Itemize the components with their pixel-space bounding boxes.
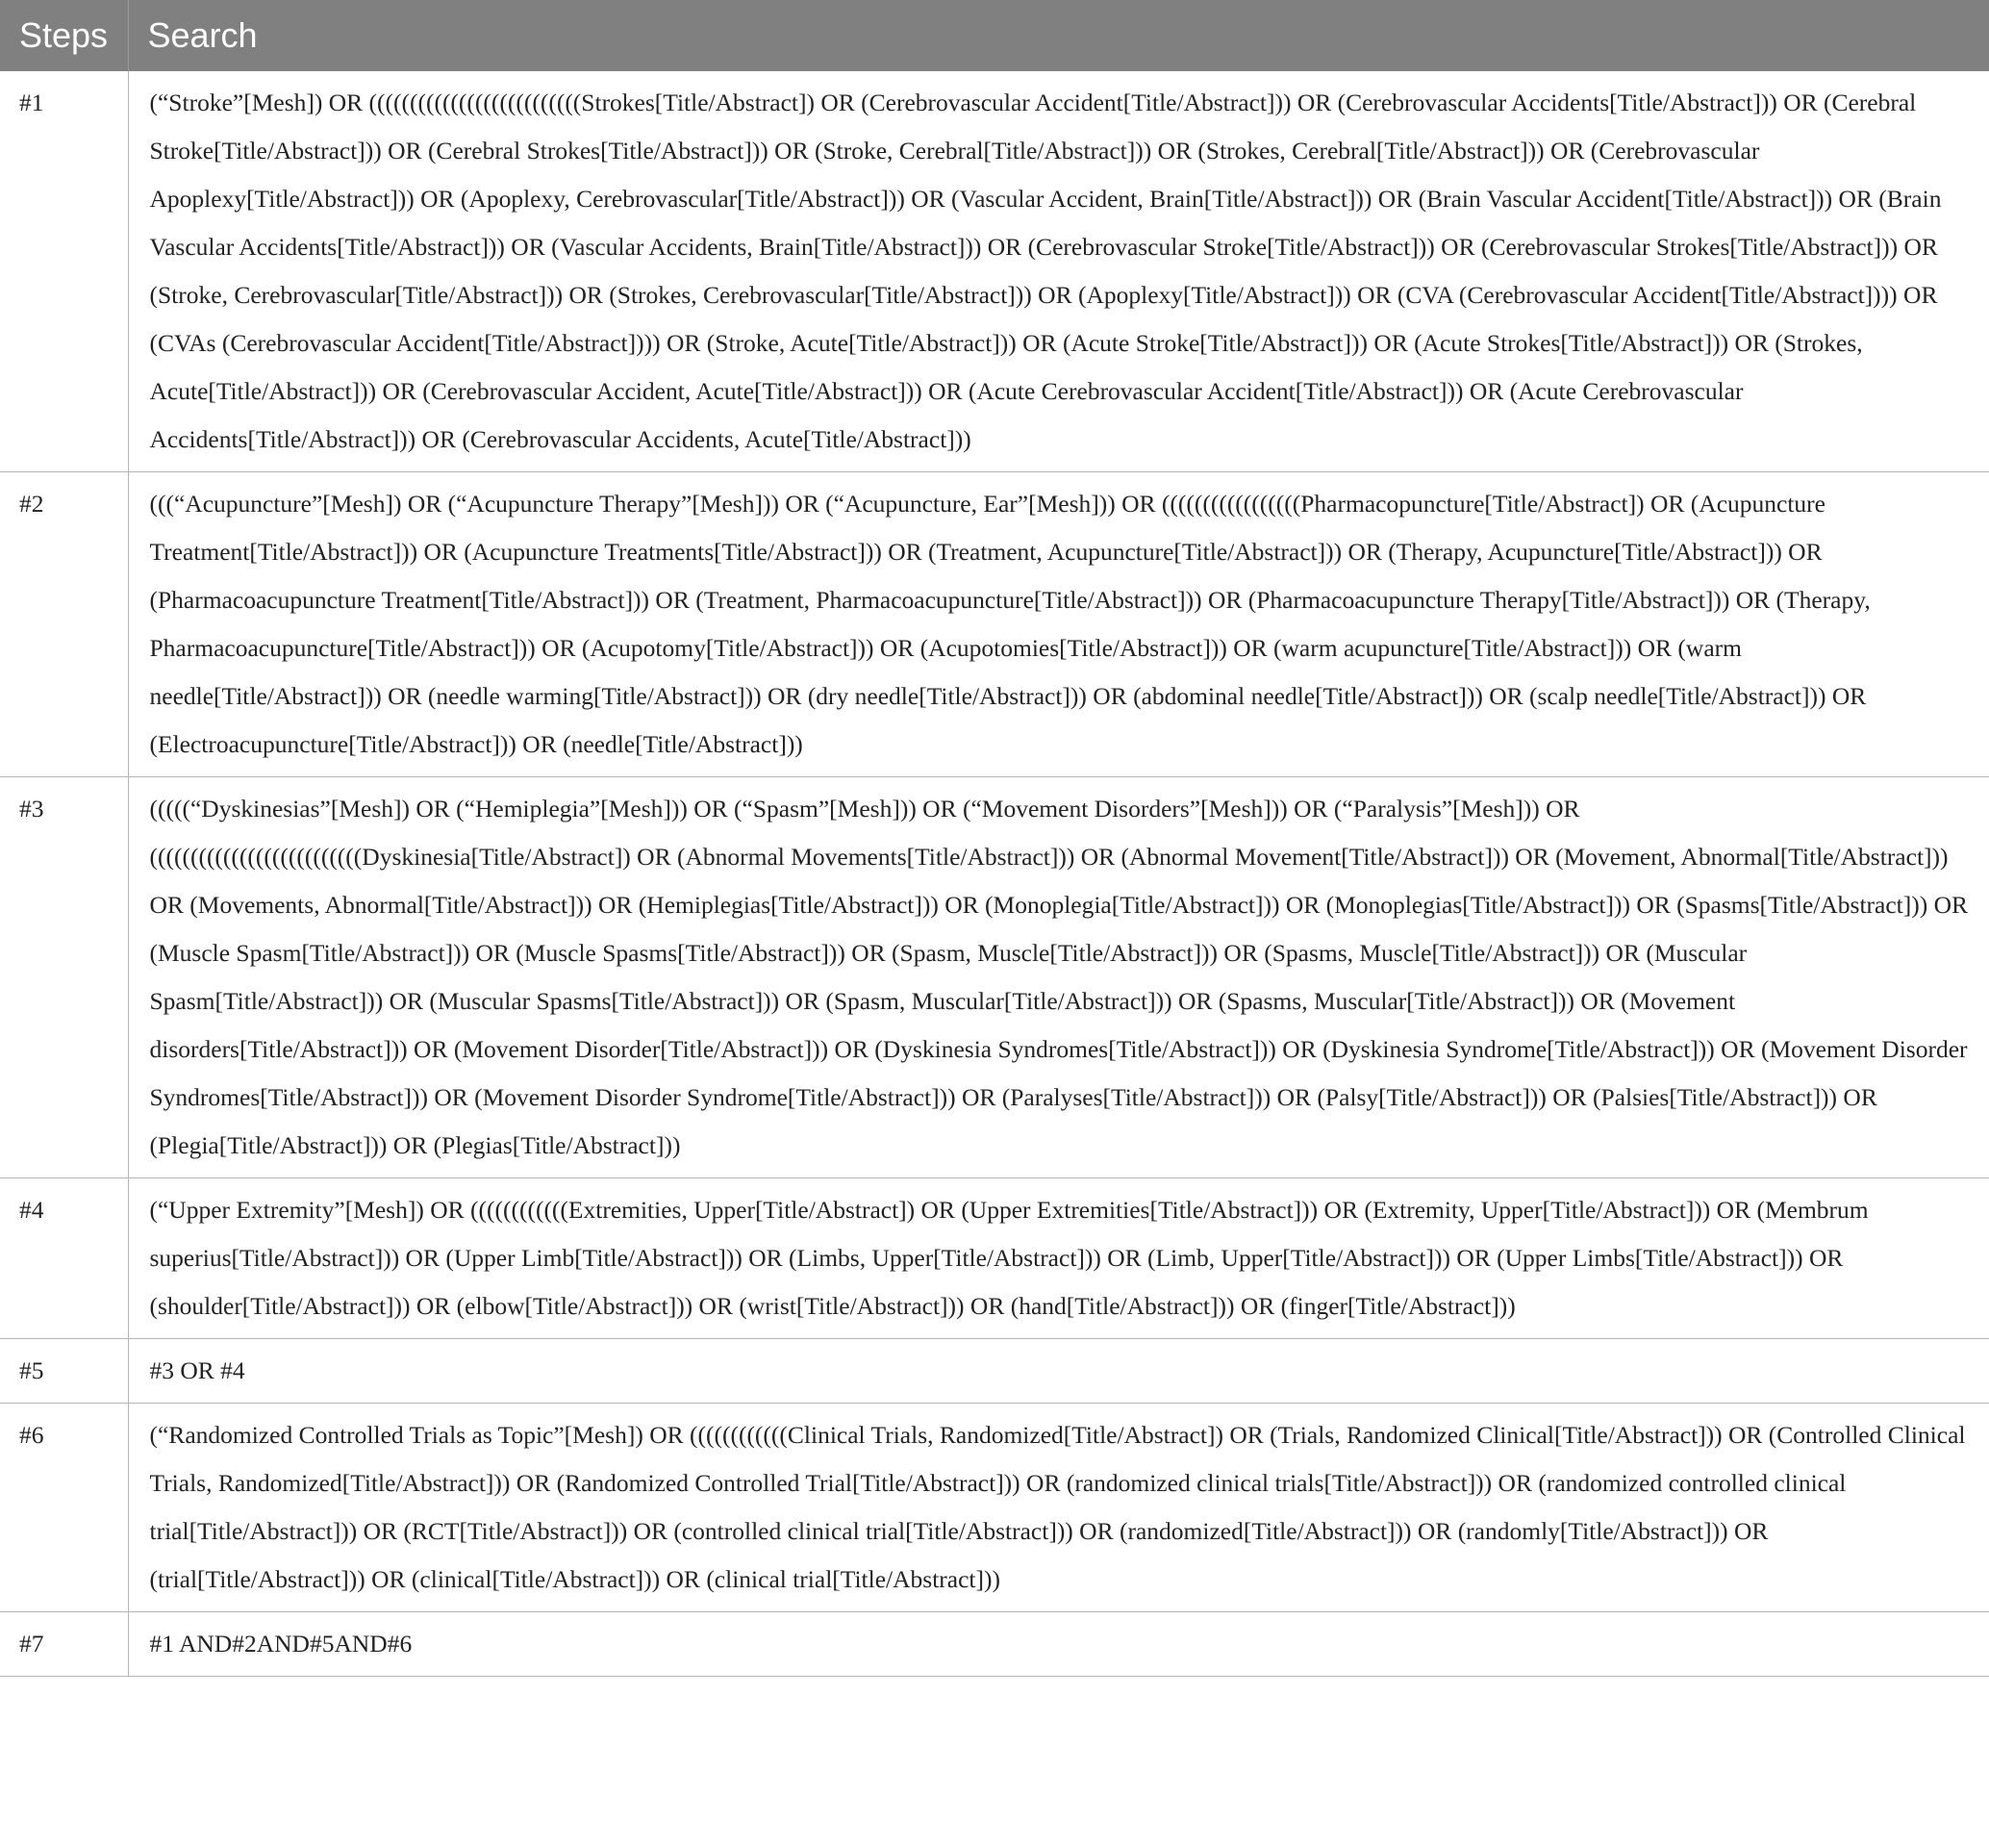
step-cell: #4 [0,1178,128,1339]
search-query-cell: (((((“Dyskinesias”[Mesh]) OR (“Hemiplegia”[Mesh])) OR (“Spasm”[Mesh])) OR (“Movement Disorders”[Mesh])) OR (“Paralysis”[Mesh])) OR ((((((((((((((((((((((((((Dyskinesia[Title/Abstract]) OR (Abnormal Movements[Title/Abstract])) OR (Abnormal Movement[Title/Abstract])) OR (Movement, Abnormal[Title/Abstract])) OR (Movements, Abnormal[Title/Abstract])) OR (Hemiplegias[Title/Abstract])) OR (Monoplegia[Title/Abstract])) OR (Monoplegias[Title/Abstract])) OR (Spasms[Title/Abstract])) OR (Muscle Spasm[Title/Abstract])) OR (Muscle Spasms[Title/Abstract])) OR (Spasm, Muscle[Title/Abstract])) OR (Spasms, Muscle[Title/Abstract])) OR (Muscular Spasm[Title/Abstract])) OR (Muscular Spasms[Title/Abstract])) OR (Spasm, Muscular[Title/Abstract])) OR (Spasms, Muscular[Title/Abstract])) OR (Movement disorders[Title/Abstract])) OR (Movement Disorder[Title/Abstract])) OR (Dyskinesia Syndromes[Title/Abstract])) OR (Dyskinesia Syndrome[Title/Abstract])) OR (Movement Disorder Syndromes[Title/Abstract])) OR (Movement Disorder Syndrome[Title/Abstract])) OR (Paralyses[Title/Abstract])) OR (Palsy[Title/Abstract])) OR (Palsies[Title/Abstract])) OR (Plegia[Title/Abstract])) OR (Plegias[Title/Abstract])) [128,777,1989,1178]
step-cell: #6 [0,1404,128,1612]
step-cell: #5 [0,1339,128,1404]
table-row [0,777,1989,1178]
table-body [0,71,1989,1677]
search-query-cell: #1 AND#2AND#5AND#6 [128,1612,1989,1677]
search-query-cell: (“Upper Extremity”[Mesh]) OR ((((((((((((Extremities, Upper[Title/Abstract]) OR (Upper Extremities[Title/Abstract])) OR (Extremity, Upper[Title/Abstract])) OR (Membrum superius[Title/Abstract])) OR (Upper Limb[Title/Abstract])) OR (Limbs, Upper[Title/Abstract])) OR (Limb, Upper[Title/Abstract])) OR (Upper Limbs[Title/Abstract])) OR (shoulder[Title/Abstract])) OR (elbow[Title/Abstract])) OR (wrist[Title/Abstract])) OR (hand[Title/Abstract])) OR (finger[Title/Abstract])) [128,1178,1989,1339]
step-cell: #3 [0,777,128,1178]
table-row [0,1339,1989,1404]
step-cell: #2 [0,472,128,777]
search-column-header: Search [128,0,1989,71]
steps-column-header: Steps [0,0,128,71]
header-row [0,0,1989,71]
table-row [0,1178,1989,1339]
step-cell: #7 [0,1612,128,1677]
table-row [0,1612,1989,1677]
search-query-cell: (((“Acupuncture”[Mesh]) OR (“Acupuncture Therapy”[Mesh])) OR (“Acupuncture, Ear”[Mesh])) OR (((((((((((((((((Pharmacopuncture[Title/Abstract]) OR (Acupuncture Treatment[Title/Abstract])) OR (Acupuncture Treatments[Title/Abstract])) OR (Treatment, Acupuncture[Title/Abstract])) OR (Therapy, Acupuncture[Title/Abstract])) OR (Pharmacoacupuncture Treatment[Title/Abstract])) OR (Treatment, Pharmacoacupuncture[Title/Abstract])) OR (Pharmacoacupuncture Therapy[Title/Abstract])) OR (Therapy, Pharmacoacupuncture[Title/Abstract])) OR (Acupotomy[Title/Abstract])) OR (Acupotomies[Title/Abstract])) OR (warm acupuncture[Title/Abstract])) OR (warm needle[Title/Abstract])) OR (needle warming[Title/Abstract])) OR (dry needle[Title/Abstract])) OR (abdominal needle[Title/Abstract])) OR (scalp needle[Title/Abstract])) OR (Electroacupuncture[Title/Abstract])) OR (needle[Title/Abstract])) [128,472,1989,777]
table-row [0,1404,1989,1612]
search-query-cell: #3 OR #4 [128,1339,1989,1404]
table-header [0,0,1989,71]
step-cell: #1 [0,71,128,472]
table-row [0,472,1989,777]
table-row [0,71,1989,472]
search-query-cell: (“Randomized Controlled Trials as Topic”[Mesh]) OR ((((((((((((Clinical Trials, Randomized[Title/Abstract]) OR (Trials, Randomized Clinical[Title/Abstract])) OR (Controlled Clinical Trials, Randomized[Title/Abstract])) OR (Randomized Controlled Trial[Title/Abstract])) OR (randomized clinical trials[Title/Abstract])) OR (randomized controlled clinical trial[Title/Abstract])) OR (RCT[Title/Abstract])) OR (controlled clinical trial[Title/Abstract])) OR (randomized[Title/Abstract])) OR (randomly[Title/Abstract])) OR (trial[Title/Abstract])) OR (clinical[Title/Abstract])) OR (clinical trial[Title/Abstract])) [128,1404,1989,1612]
search-query-cell: (“Stroke”[Mesh]) OR ((((((((((((((((((((((((((Strokes[Title/Abstract]) OR (Cerebrovascular Accident[Title/Abstract])) OR (Cerebrovascular Accidents[Title/Abstract])) OR (Cerebral Stroke[Title/Abstract])) OR (Cerebral Strokes[Title/Abstract])) OR (Stroke, Cerebral[Title/Abstract])) OR (Strokes, Cerebral[Title/Abstract])) OR (Cerebrovascular Apoplexy[Title/Abstract])) OR (Apoplexy, Cerebrovascular[Title/Abstract])) OR (Vascular Accident, Brain[Title/Abstract])) OR (Brain Vascular Accident[Title/Abstract])) OR (Brain Vascular Accidents[Title/Abstract])) OR (Vascular Accidents, Brain[Title/Abstract])) OR (Cerebrovascular Stroke[Title/Abstract])) OR (Cerebrovascular Strokes[Title/Abstract])) OR (Stroke, Cerebrovascular[Title/Abstract])) OR (Strokes, Cerebrovascular[Title/Abstract])) OR (Apoplexy[Title/Abstract])) OR (CVA (Cerebrovascular Accident[Title/Abstract]))) OR (CVAs (Cerebrovascular Accident[Title/Abstract]))) OR (Stroke, Acute[Title/Abstract])) OR (Acute Stroke[Title/Abstract])) OR (Acute Strokes[Title/Abstract])) OR (Strokes, Acute[Title/Abstract])) OR (Cerebrovascular Accident, Acute[Title/Abstract])) OR (Acute Cerebrovascular Accident[Title/Abstract])) OR (Acute Cerebrovascular Accidents[Title/Abstract])) OR (Cerebrovascular Accidents, Acute[Title/Abstract])) [128,71,1989,472]
